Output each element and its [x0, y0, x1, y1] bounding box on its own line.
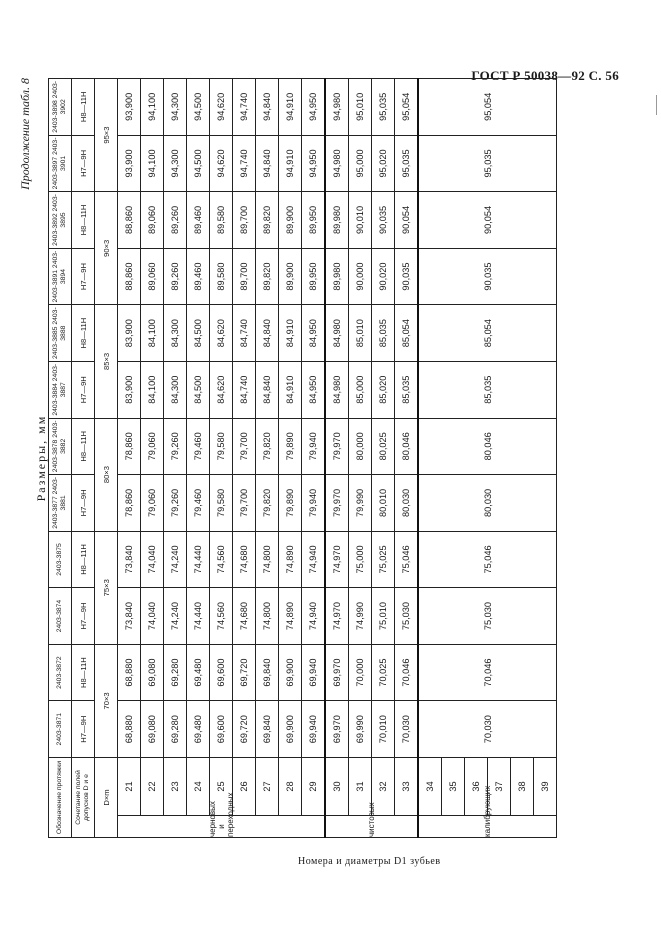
code-4: 2403-3877 2403-3881	[49, 475, 72, 532]
code-1: 2403-3872	[49, 644, 72, 701]
tol-10: H7—9H	[72, 135, 95, 192]
diameter-cell: 89,460	[187, 192, 210, 249]
diameter-cell: 95,000	[349, 135, 372, 192]
tooth-number: 29	[302, 757, 326, 815]
diameter-cell: 74,940	[302, 531, 326, 588]
dxm-1: 75×3	[95, 531, 118, 644]
diameter-cell: 79,260	[164, 475, 187, 532]
diameter-cell: 79,890	[279, 418, 302, 475]
diameter-cell: 95,054	[395, 79, 419, 136]
side-caption-text: Номера и диаметры D1 зубьев	[298, 856, 441, 867]
diameter-cell: 69,080	[141, 644, 164, 701]
code-9: 2403-3892 2403-3895	[49, 192, 72, 249]
dxm-5: 95×3	[95, 79, 118, 192]
diameter-cell: 74,680	[233, 588, 256, 645]
diameter-cell: 95,035	[372, 79, 395, 136]
diameter-cell: 69,840	[256, 644, 279, 701]
diameter-cell: 89,260	[164, 248, 187, 305]
dxm-label: D×m	[95, 757, 118, 837]
dxm-3: 85×3	[95, 305, 118, 418]
tol-6: H7—9H	[72, 361, 95, 418]
calib-diameter-cell: 90,054	[418, 192, 557, 249]
diameter-cell: 89,460	[187, 248, 210, 305]
diameter-cell: 79,580	[210, 418, 233, 475]
diameter-cell: 89,820	[256, 248, 279, 305]
table-row	[395, 79, 419, 838]
tooth-number: 36	[465, 757, 488, 815]
diameter-cell: 78,860	[118, 418, 141, 475]
diameter-cell: 79,940	[302, 475, 326, 532]
row-designation	[49, 79, 72, 838]
dxm-2: 80×3	[95, 418, 118, 531]
diameter-cell: 90,010	[349, 192, 372, 249]
diameter-cell: 89,950	[302, 192, 326, 249]
diameter-cell: 94,500	[187, 79, 210, 136]
diameter-cell: 95,035	[395, 135, 419, 192]
diameter-cell: 73,840	[118, 588, 141, 645]
diameter-cell: 74,560	[210, 588, 233, 645]
diameter-cell: 89,900	[279, 248, 302, 305]
calib-diameter-cell: 70,030	[418, 701, 557, 758]
diameter-cell: 84,620	[210, 305, 233, 362]
diameter-cell: 74,940	[302, 588, 326, 645]
diameter-cell: 93,900	[118, 79, 141, 136]
calib-diameter-cell: 70,046	[418, 644, 557, 701]
diameter-cell: 89,980	[325, 192, 349, 249]
diameter-cell: 69,840	[256, 701, 279, 758]
calib-diameter-cell: 95,035	[418, 135, 557, 192]
diameter-cell: 68,880	[118, 701, 141, 758]
diameter-cell: 68,880	[118, 644, 141, 701]
diameter-cell: 80,000	[349, 418, 372, 475]
diameter-cell: 84,950	[302, 305, 326, 362]
diameter-cell: 75,000	[349, 531, 372, 588]
margin-mark	[656, 95, 657, 115]
diameter-cell: 75,025	[372, 531, 395, 588]
diameter-cell: 70,000	[349, 644, 372, 701]
row-tolerance	[72, 79, 95, 838]
section-rough: черновых и переходных	[118, 816, 326, 838]
tooth-number: 38	[511, 757, 534, 815]
diameter-cell: 93,900	[118, 135, 141, 192]
diameter-cell: 94,620	[210, 135, 233, 192]
code-0: 2403-3871	[49, 701, 72, 758]
table-row	[210, 79, 233, 838]
tooth-number: 22	[141, 757, 164, 815]
diameter-cell: 80,046	[395, 418, 419, 475]
tooth-number: 34	[418, 757, 442, 815]
tol-4: H7—9H	[72, 475, 95, 532]
diameter-cell: 94,100	[141, 135, 164, 192]
row-dxm	[95, 79, 118, 838]
diameter-cell: 89,700	[233, 248, 256, 305]
table-row	[164, 79, 187, 838]
tol-8: H7—9H	[72, 248, 95, 305]
table-row	[187, 79, 210, 838]
calib-diameter-cell: 80,030	[418, 475, 557, 532]
tol-7: H8—11H	[72, 305, 95, 362]
table-row	[325, 79, 349, 838]
diameter-cell: 74,800	[256, 531, 279, 588]
tooth-number: 27	[256, 757, 279, 815]
calib-diameter-cell: 85,035	[418, 361, 557, 418]
diameter-cell: 84,300	[164, 361, 187, 418]
tooth-number: 33	[395, 757, 419, 815]
diameter-cell: 75,046	[395, 531, 419, 588]
diameter-cell: 83,900	[118, 361, 141, 418]
diameter-cell: 84,740	[233, 361, 256, 418]
diameter-cell: 69,480	[187, 644, 210, 701]
code-5: 2403-3878 2403-3882	[49, 418, 72, 475]
diameter-cell: 94,740	[233, 135, 256, 192]
rotated-table-sheet	[18, 78, 608, 867]
diameter-cell: 74,240	[164, 588, 187, 645]
diameter-cell: 70,046	[395, 644, 419, 701]
calib-diameter-cell: 95,054	[418, 79, 557, 136]
code-11: 2403-3898 2403-3902	[49, 79, 72, 136]
calib-diameter-cell: 75,030	[418, 588, 557, 645]
tol-3: H8—11H	[72, 531, 95, 588]
diameter-cell: 74,970	[325, 531, 349, 588]
tooth-number: 28	[279, 757, 302, 815]
diameter-cell: 79,580	[210, 475, 233, 532]
diameter-cell: 74,440	[187, 588, 210, 645]
diameter-cell: 94,980	[325, 79, 349, 136]
diameter-cell: 85,054	[395, 305, 419, 362]
diameter-cell: 69,720	[233, 644, 256, 701]
table-row	[418, 79, 442, 838]
diameter-cell: 69,600	[210, 701, 233, 758]
code-10: 2403-3897 2403-3901	[49, 135, 72, 192]
diameter-cell: 94,980	[325, 135, 349, 192]
diameter-cell: 89,700	[233, 192, 256, 249]
diameter-cell: 84,100	[141, 305, 164, 362]
side-caption	[298, 848, 558, 878]
diameter-cell: 79,700	[233, 475, 256, 532]
diameter-cell: 74,440	[187, 531, 210, 588]
diameter-cell: 69,940	[302, 701, 326, 758]
diameter-cell: 69,480	[187, 701, 210, 758]
diameter-cell: 89,060	[141, 248, 164, 305]
diameter-cell: 69,970	[325, 701, 349, 758]
diameter-cell: 69,940	[302, 644, 326, 701]
diameter-cell: 70,030	[395, 701, 419, 758]
designation-label: Обозначение протяжки	[49, 757, 72, 837]
tooth-number: 35	[442, 757, 465, 815]
diameter-cell: 70,025	[372, 644, 395, 701]
diameter-cell: 94,840	[256, 79, 279, 136]
diameter-cell: 69,080	[141, 701, 164, 758]
tooth-number: 21	[118, 757, 141, 815]
diameter-cell: 79,060	[141, 418, 164, 475]
tooth-number: 24	[187, 757, 210, 815]
diameter-cell: 90,035	[395, 248, 419, 305]
diameter-cell: 79,940	[302, 418, 326, 475]
diameter-cell: 74,680	[233, 531, 256, 588]
diameter-cell: 84,500	[187, 305, 210, 362]
diameter-cell: 84,620	[210, 361, 233, 418]
diameter-cell: 74,560	[210, 531, 233, 588]
diameter-cell: 95,010	[349, 79, 372, 136]
diameter-cell: 80,025	[372, 418, 395, 475]
diameter-cell: 90,020	[372, 248, 395, 305]
diameter-cell: 94,620	[210, 79, 233, 136]
diameter-cell: 79,890	[279, 475, 302, 532]
diameter-cell: 85,010	[349, 305, 372, 362]
diameter-cell: 94,950	[302, 135, 326, 192]
diameter-cell: 85,035	[395, 361, 419, 418]
diameter-cell: 89,900	[279, 192, 302, 249]
diameter-cell: 94,910	[279, 135, 302, 192]
tol-2: H7—9H	[72, 588, 95, 645]
calib-diameter-cell: 80,046	[418, 418, 557, 475]
tooth-number: 30	[325, 757, 349, 815]
diameter-cell: 69,970	[325, 644, 349, 701]
diameter-cell: 78,860	[118, 475, 141, 532]
tolerance-label: Сочетание полей допусков D и e	[72, 757, 95, 837]
tol-0: H7—9H	[72, 701, 95, 758]
diameter-cell: 84,910	[279, 361, 302, 418]
diameter-cell: 70,010	[372, 701, 395, 758]
sizes-title: Размеры, мм	[34, 414, 48, 502]
diameter-cell: 94,740	[233, 79, 256, 136]
diameter-cell: 79,060	[141, 475, 164, 532]
table-row	[233, 79, 256, 838]
diameter-cell: 79,970	[325, 418, 349, 475]
diameter-cell: 84,840	[256, 305, 279, 362]
tooth-number: 23	[164, 757, 187, 815]
diameter-cell: 79,990	[349, 475, 372, 532]
tooth-number: 31	[349, 757, 372, 815]
diameter-cell: 84,740	[233, 305, 256, 362]
diameter-cell: 88,860	[118, 192, 141, 249]
diameter-cell: 74,890	[279, 531, 302, 588]
diameter-cell: 84,300	[164, 305, 187, 362]
diameter-cell: 79,820	[256, 475, 279, 532]
diameter-cell: 85,020	[372, 361, 395, 418]
table-row	[302, 79, 326, 838]
table-row	[118, 79, 141, 838]
diameter-cell: 69,280	[164, 644, 187, 701]
diameter-cell: 79,970	[325, 475, 349, 532]
tooth-number: 32	[372, 757, 395, 815]
table-row	[141, 79, 164, 838]
diameter-cell: 85,035	[372, 305, 395, 362]
calib-diameter-cell: 90,035	[418, 248, 557, 305]
diameter-cell: 90,054	[395, 192, 419, 249]
diameter-cell: 69,900	[279, 701, 302, 758]
diameter-cell: 74,990	[349, 588, 372, 645]
diameter-cell: 73,840	[118, 531, 141, 588]
diameter-cell: 79,460	[187, 418, 210, 475]
code-7: 2403-3885 2403-3888	[49, 305, 72, 362]
diameter-cell: 80,030	[395, 475, 419, 532]
diameter-cell: 79,700	[233, 418, 256, 475]
section-finish: чистовых	[325, 816, 418, 838]
diameter-cell: 69,280	[164, 701, 187, 758]
diameter-cell: 84,840	[256, 361, 279, 418]
diameter-cell: 69,720	[233, 701, 256, 758]
diameter-cell: 94,910	[279, 79, 302, 136]
diameter-cell: 84,980	[325, 305, 349, 362]
code-3: 2403-3875	[49, 531, 72, 588]
diameter-cell: 90,000	[349, 248, 372, 305]
diameter-cell: 89,820	[256, 192, 279, 249]
diameter-cell: 88,860	[118, 248, 141, 305]
diameter-cell: 74,890	[279, 588, 302, 645]
diameter-cell: 89,980	[325, 248, 349, 305]
diameter-cell: 89,580	[210, 192, 233, 249]
diameter-cell: 90,035	[372, 192, 395, 249]
diameter-cell: 85,000	[349, 361, 372, 418]
page-header: ГОСТ Р 50038—92 С. 56	[471, 68, 619, 83]
diameter-cell: 89,060	[141, 192, 164, 249]
diameter-cell: 89,950	[302, 248, 326, 305]
diameter-cell: 74,040	[141, 531, 164, 588]
dxm-0: 70×3	[95, 644, 118, 757]
diameter-cell: 74,800	[256, 588, 279, 645]
calib-diameter-cell: 85,054	[418, 305, 557, 362]
continuation-label: Продолжение табл. 8	[18, 78, 32, 190]
diameter-cell: 95,020	[372, 135, 395, 192]
diameter-cell: 74,240	[164, 531, 187, 588]
tooth-number: 25	[210, 757, 233, 815]
section-calib: калибрующих	[418, 816, 557, 838]
diameter-cell: 79,260	[164, 418, 187, 475]
diameter-cell: 84,910	[279, 305, 302, 362]
diameter-cell: 74,970	[325, 588, 349, 645]
tooth-number: 26	[233, 757, 256, 815]
tooth-number: 37	[488, 757, 511, 815]
diameter-cell: 80,010	[372, 475, 395, 532]
broach-dimensions-table	[48, 78, 557, 838]
calib-diameter-cell: 75,046	[418, 531, 557, 588]
table-row	[372, 79, 395, 838]
table-body	[118, 79, 557, 838]
diameter-cell: 84,500	[187, 361, 210, 418]
tol-1: H8—11H	[72, 644, 95, 701]
code-8: 2403-3891 2403-3894	[49, 248, 72, 305]
diameter-cell: 69,990	[349, 701, 372, 758]
diameter-cell: 89,580	[210, 248, 233, 305]
tooth-number: 39	[534, 757, 557, 815]
table-row	[279, 79, 302, 838]
tol-11: H8—11H	[72, 79, 95, 136]
diameter-cell: 94,100	[141, 79, 164, 136]
diameter-cell: 83,900	[118, 305, 141, 362]
dxm-4: 90×3	[95, 192, 118, 305]
diameter-cell: 69,600	[210, 644, 233, 701]
diameter-cell: 79,460	[187, 475, 210, 532]
table-row	[349, 79, 372, 838]
diameter-cell: 74,040	[141, 588, 164, 645]
diameter-cell: 94,300	[164, 79, 187, 136]
diameter-cell: 89,260	[164, 192, 187, 249]
code-2: 2403-3874	[49, 588, 72, 645]
diameter-cell: 84,950	[302, 361, 326, 418]
diameter-cell: 94,500	[187, 135, 210, 192]
tol-9: H8—11H	[72, 192, 95, 249]
diameter-cell: 84,980	[325, 361, 349, 418]
code-6: 2403-3884 2403-3887	[49, 361, 72, 418]
diameter-cell: 69,900	[279, 644, 302, 701]
diameter-cell: 94,300	[164, 135, 187, 192]
tol-5: H8—11H	[72, 418, 95, 475]
diameter-cell: 94,840	[256, 135, 279, 192]
diameter-cell: 79,820	[256, 418, 279, 475]
diameter-cell: 94,950	[302, 79, 326, 136]
diameter-cell: 75,030	[395, 588, 419, 645]
diameter-cell: 75,010	[372, 588, 395, 645]
table-row	[256, 79, 279, 838]
diameter-cell: 84,100	[141, 361, 164, 418]
